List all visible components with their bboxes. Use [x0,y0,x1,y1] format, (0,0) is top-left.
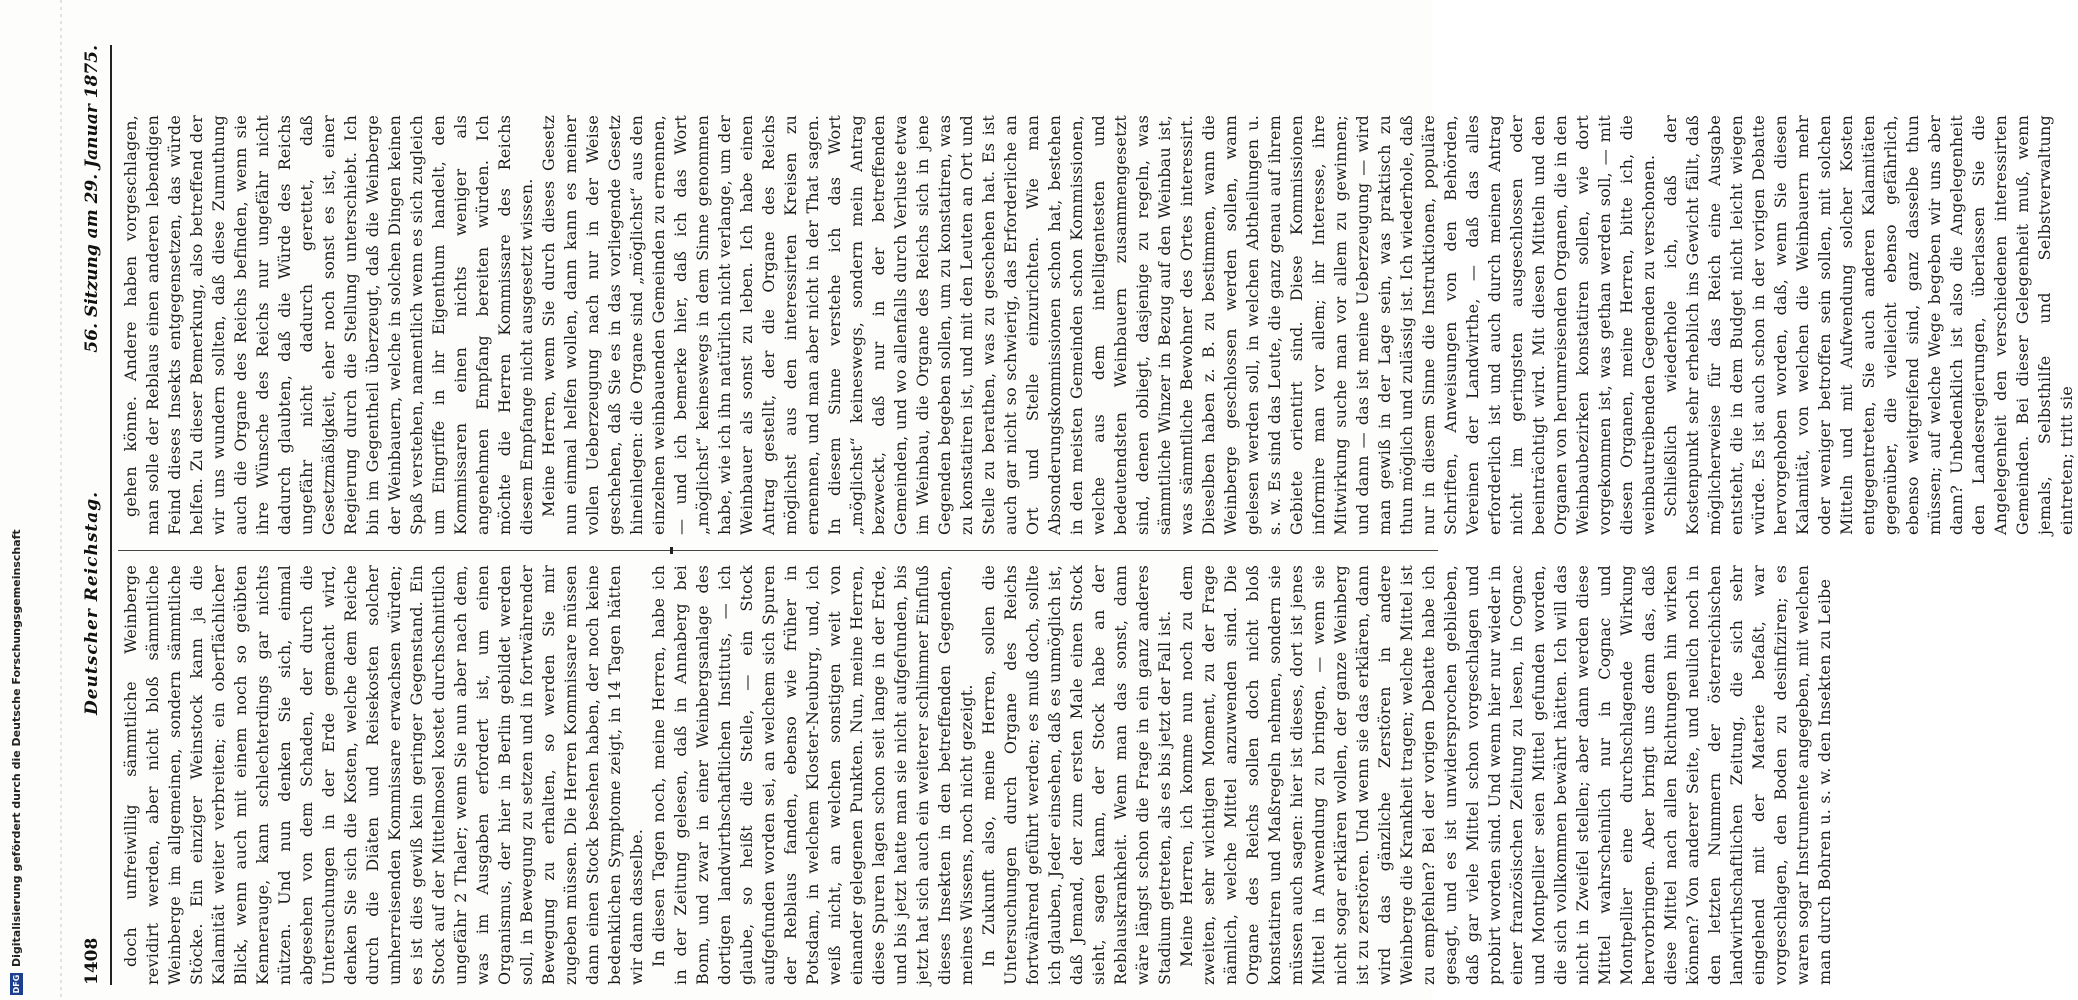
scan-edge-trim [60,0,62,1000]
digitization-credit-text: Digitalisierung gefördert durch die Deutsche Forschungsgemeinschaft [9,529,23,967]
rotated-document-sheet [80,35,2076,985]
paragraph: In Zukunft also, meine Herren, sollen die Untersuchungen durch Organe des Reichs fortwährend geführt werden; es muß doch, sollte ich glauben, Jeder einsehen, daß es unmöglich ist, daß Jemand, der zum ersten Male einen Stock sieht, sagen kann, der Stock habe an der Reblauskrankheit. Wenn man das sonst, dann wäre längst schon die Frage in ein ganz anderes Stadium getreten, als es bis jetzt der Fall ist. [979,565,1174,985]
paragraph: Schließlich wiederhole ich, daß der Kostenpunkt sehr erheblich ins Gewicht fällt, daß möglicherweise für das Reich eine Ausgabe entsteht, die in dem Budget nicht leicht wiegen würde. Es ist auch schon in der vorigen Debatte hervorgehoben worden, daß, wenn Sie diesen Kalamität, von welchen die Weinbauern mehr oder weniger betroffen sein sollen, mit solchen Mitteln und mit Aufwendung solcher Kosten entgegentreten, Sie auch anderen Kalamitäten gegenüber, die vielleicht ebenso gefährlich, ebenso weitgreifend sind, ganz dasselbe thun müssen; auf welche Wege begeben wir uns aber dann? Unbedenklich ist also die Angelegenheit den Landesregierungen, überlassen Sie die Angelegenheit den verschiedenen interessirten Gemeinden. Bei dieser Gelegenheit muß, wenn jemals, Selbsthilfe und Selbstverwaltung eintreten; tritt sie [1661,115,2076,535]
page-number: 1408 [82,937,102,985]
column-divider-mark [670,547,673,554]
paragraph: Meine Herren, wenn Sie durch dieses Gesetz nun einmal helfen wollen, dann kann es meiner vollen Ueberzeugung nach nur in der Weise geschehen, daß Sie es in das vorliegende Gesetz hineinlegen: die Organe sind „möglichst“ aus den einzelnen weinbauenden Gemeinden zu ernennen, — und ich bemerke hier, daß ich das Wort „möglichst“ keineswegs in dem Sinne genommen habe, wie ich ihn natürlich nicht verlange, um der Weinbauer als sonst zu leben. Ich habe einen Antrag gestellt, der die Organe des Reichs möglichst aus den interessirten Kreisen zu ernennen, und man aber nicht in der That sagen. In diesem Sinne verstehe ich das Wort „möglichst“ keineswegs, sondern mein Antrag bezweckt, daß nur in der betreffenden Gemeinden, und wo allenfalls durch Verluste etwa im Weinbau, die Organe des Reichs sich in jene Gegenden begeben sollen, um zu konstatiren, was zu konstatiren ist, und mit den Leuten an Ort und Stelle zu berathen, was zu geschehen hat. Es ist auch gar nicht so schwierig, das Erforderliche an Ort und Stelle einzurichten. Wie man Absonderungskommissionen schon hat, bestehen in den meisten Gemeinden schon Kommissionen, welche aus dem intelligentesten und bedeutendsten Weinbauern zusammengesetzt sind, denen obliegt, dasjenige zu regeln, was sämmtliche Winzer in Bezug auf den Weinbau ist, was sämmtliche Bewohner des Ortes interessirt. Dieselben haben z. B. zu bestimmen, wann die Weinberge geschlossen werden sollen, wann gelesen werden soll, in welchen Abtheilungen u. s. w. Es sind das Leute, die ganz genau auf ihrem Gebiete orientirt sind. Diese Kommissionen informire man vor allem; ihr Interesse, ihre Mitwirkung suche man vor allem zu gewinnen; und dann — das ist meine Ueberzeugung — wird man gewiß in der Lage sein, was praktisch zu thun möglich und zulässig ist. Ich wiederhole, daß nur in diesem Sinne die Instruktionen, populäre Schriften, Anweisungen von den Behörden, Vereinen der Landwirthe, — daß das alles erforderlich ist und auch durch meinen Antrag nicht im geringsten ausgeschlossen oder beeinträchtigt wird. Mit diesen Mitteln und den Organen von herumreisenden Organen, die in den Weinbaubezirken konstatiren sollen, wie dort vorgekommen ist, was gethan werden soll, — mit diesen Organen, meine Herren, bitte ich, die weinbautreibenden Gegenden zu verschonen. [539,115,1658,535]
publication-title: Deutscher Reichstag. [82,490,102,715]
paragraph: gehen könne. Andere haben vorgeschlagen, man solle der Reblaus einen anderen lebendigen Feind dieses Insekts entgegensetzen, das würde helfen. Zu dieser Bemerkung, also betreffend der wir uns wundern sollten, daß diese Zumuthung auch die Organe des Reichs befinden, wenn sie ihre Wünsche des Reichs nur ungefähr nicht dadurch glaubten, daß die Würde des Reichs ungefähr nicht dadurch gerettet, daß Gesetzmäßigkeit, eher noch sonst es ist, einer Regierung durch die Stellung unterschiebt. Ich bin im Gegentheil überzeugt, daß die Weinberge der Weinbauern, welche in solchen Dingen keinen Spaß verstehen, namentlich wenn es sich zugleich um Eingriffe in ihr Eigenthum handelt, den Kommissaren einen nichts weniger als angenehmen Empfang bereiten würden. Ich möchte die Herren Kommissare des Reichs diesem Empfange nicht ausgesetzt wissen. [121,115,536,535]
dfg-logo-icon: DFG [11,974,21,994]
text-column-right [120,115,2076,535]
paragraph: In diesen Tagen noch, meine Herren, habe ich in der Zeitung gelesen, daß in Annaberg bei Bonn, und zwar in einer Weinbergsanlage des dortigen landwirthschaftlichen Instituts, — ich glaube, so heißt die Stelle, — ein Stock aufgefunden worden sei, an welchem sich Spuren der Reblaus fanden, ebenso wie früher in Potsdam, in welchem Kloster-Neuburg, und, ich weiß nicht, an welchen sonstigen weit von einander gelegenen Punkten. Nun, meine Herren, diese Spuren lagen schon seit lange in der Erde, und bis jetzt hatte man sie nicht aufgefunden, bis jetzt hat sich auch ein weiterer schlimmer Einfluß dieses Insekten in den betreffenden Gegenden, meines Wissens, noch nicht gezeigt. [649,565,976,985]
session-date: 56. Sitzung am 29. Januar 1875. [82,45,102,353]
column-divider [118,550,1438,551]
text-column-left [120,565,1834,985]
paragraph: Meine Herren, ich komme nun noch zu dem zweiten, sehr wichtigen Moment, zu der Frage nämlich, welche Mittel anzuwenden sind. Die Organe des Reichs sollen doch nicht bloß konstatiren und Maßregeln nehmen, sondern sie müssen auch sagen: hier ist dieses, dort ist jenes Mittel in Anwendung zu bringen, — wenn sie nicht sogar erklären wollen, der ganze Weinberg ist zu zerstören. Und wenn sie das erklären, dann wird das gänzliche Zerstören in andere Weinberge die Krankheit tragen; welche Mittel ist zu empfehlen? Bei der vorigen Debatte habe ich gesagt, und es ist unwidersprochen geblieben, daß gar viele Mittel schon vorgeschlagen und probirt worden sind. Und wenn hier nur wieder in einer französischen Zeitung zu lesen, in Cognac und Montpellier seien Mittel gefunden worden, die sich vollkommen bewährt hätten. Ich will das nicht in Zweifel stellen; aber dann werden diese Mittel wahrscheinlich nur in Cognac und Montpellier eine durchschlagende Wirkung hervorbringen. Aber bringt uns denn das, daß diese Mittel nach allen Richtungen hin wirken können? Von anderer Seite, und neulich noch in den letzten Nummern der österreichischen landwirthschaftlichen Zeitung, die sich sehr eingehend mit der Materie befaßt, war vorgeschlagen, den Boden zu desinfiziren; es waren sogar Instrumente angegeben, mit welchen man durch Bohren u. s. w. den Insekten zu Leibe [1177,565,1834,985]
paragraph: doch unfreiwillig sämmtliche Weinberge revidirt werden, aber nicht bloß sämmtliche Weinberge im allgemeinen, sondern sämmtliche Stöcke. Ein einziger Weinstock kann ja die Kalamität weiter verbreiten; ein oberflächlicher Blick, wenn auch mit einem noch so geübten Kennerauge, kann schlechterdings gar nichts nützen. Und nun denken Sie sich, einmal abgesehen von dem Schaden, der durch die Untersuchungen in der Erde gemacht wird, denken Sie sich die Kosten, welche dem Reiche durch die Diäten und Reisekosten solcher umherreisenden Kommissare erwachsen würden; es ist dies gewiß kein geringer Gegenstand. Ein Stock auf der Mittelmosel kostet durchschnittlich ungefähr 2 Thaler; wenn Sie nun aber nach dem, was im Ausgaben erfordert ist, um einen Organismus, der hier in Berlin gebildet werden soll, in Bewegung zu setzen und in fortwährender Bewegung zu erhalten, so werden Sie mir zugeben müssen. Die Herren Kommissare müssen dann einen Stock besehen haben, der noch keine bedenklichen Symptome zeigt, in 14 Tagen hätten wir dann dasselbe. [121,565,646,985]
running-header [80,45,110,985]
digitization-credit [8,0,24,995]
header-rule [110,45,112,985]
